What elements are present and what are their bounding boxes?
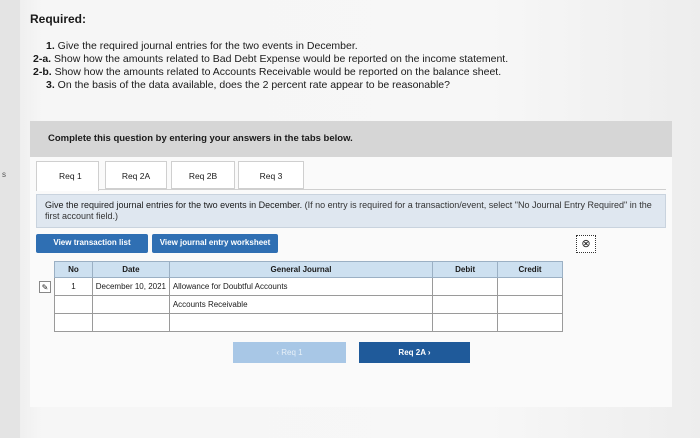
close-icon[interactable]: ⊗ [576, 235, 596, 253]
header-credit: Credit [498, 262, 563, 278]
row-no [55, 314, 93, 332]
account-field[interactable]: Accounts Receivable [169, 296, 432, 314]
instruction-box [36, 194, 666, 228]
debit-field[interactable] [433, 278, 498, 296]
journal-table [54, 261, 563, 332]
view-journal-worksheet-button[interactable]: View journal entry worksheet [152, 234, 278, 253]
tab-req-1[interactable]: Req 1 [36, 161, 99, 191]
question-panel [30, 157, 672, 407]
row-date [92, 296, 169, 314]
header-date: Date [92, 262, 169, 278]
pencil-icon[interactable]: ✎ [39, 281, 51, 293]
required-title: Required: [30, 12, 87, 26]
rail-mark: s [2, 170, 6, 179]
complete-label: Complete this question by entering your answers in the tabs below. [48, 133, 353, 144]
row-no: 1 [55, 278, 93, 296]
credit-field[interactable] [498, 278, 563, 296]
tab-req-3[interactable]: Req 3 [238, 161, 304, 189]
table-row [55, 314, 563, 332]
row-date: December 10, 2021 [92, 278, 169, 296]
tab-divider [36, 189, 666, 190]
table-header-row [55, 262, 563, 278]
debit-field[interactable] [433, 296, 498, 314]
prev-req-button[interactable]: ‹ Req 1 [233, 342, 346, 363]
header-general-journal: General Journal [169, 262, 432, 278]
requirement-3: 3. On the basis of the data available, does the 2 percent rate appear to be reasonable? [46, 79, 450, 91]
tab-req-2b[interactable]: Req 2B [171, 161, 235, 189]
row-date [92, 314, 169, 332]
requirement-1: 1. Give the required journal entries for the two events in December. [46, 40, 358, 52]
credit-field[interactable] [498, 296, 563, 314]
credit-field[interactable] [498, 314, 563, 332]
account-field[interactable]: Allowance for Doubtful Accounts [169, 278, 432, 296]
instruction-main: Give the required journal entries for the two events in December. [45, 200, 303, 210]
account-field[interactable] [169, 314, 432, 332]
left-rail [0, 0, 20, 438]
header-debit: Debit [433, 262, 498, 278]
requirements-list [30, 40, 508, 92]
table-row [55, 296, 563, 314]
tab-req-2a[interactable]: Req 2A [105, 161, 167, 189]
view-transaction-list-button[interactable]: View transaction list [36, 234, 148, 253]
table-row [55, 278, 563, 296]
next-req-button[interactable]: Req 2A › [359, 342, 470, 363]
debit-field[interactable] [433, 314, 498, 332]
instruction-note: (If no entry is required for a transaction/event, select "No Journal Entry Required" in the first account field.) [45, 200, 652, 221]
requirement-2a: 2-a. Show how the amounts related to Bad Debt Expense would be reported on the income statement. [33, 53, 509, 65]
requirement-2b: 2-b. Show how the amounts related to Accounts Receivable would be reported on the balance sheet. [33, 66, 502, 78]
header-no: No [55, 262, 93, 278]
row-no [55, 296, 93, 314]
complete-question-bar [30, 121, 672, 157]
